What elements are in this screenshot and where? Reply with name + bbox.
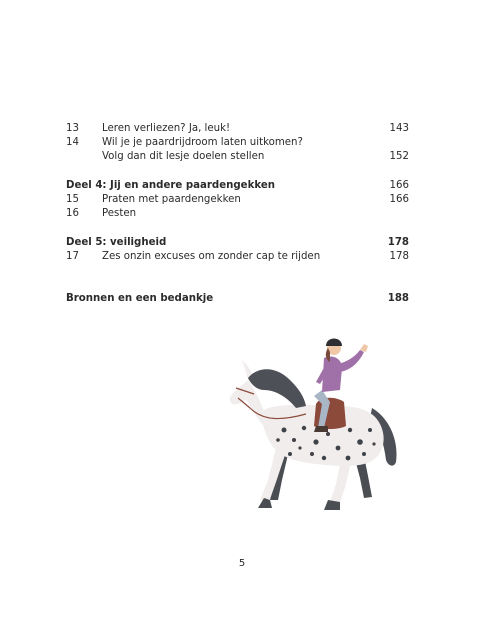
page-number: 166 <box>389 180 409 192</box>
table-of-contents <box>66 122 409 306</box>
chapter-title: Leren verliezen? Ja, leuk! <box>102 123 231 134</box>
toc-entry <box>66 122 409 136</box>
chapter-title: Volg dan dit lesje doelen stellen <box>102 151 265 163</box>
toc-entry <box>66 193 409 207</box>
chapter-number: 13 <box>66 123 79 134</box>
toc-part-heading <box>66 236 409 250</box>
page-number: 166 <box>389 194 409 206</box>
chapter-title: Wil je je paardrijdroom laten uitkomen? <box>102 137 303 149</box>
page-number: 188 <box>387 292 409 304</box>
horse-hoof <box>258 498 272 508</box>
chapter-number: 16 <box>66 208 79 220</box>
toc-entry <box>66 250 409 264</box>
toc-entry <box>66 150 409 164</box>
toc-part-heading <box>66 179 409 193</box>
chapter-number: 14 <box>66 137 79 149</box>
page-number: 143 <box>389 123 409 134</box>
part-title: Deel 4: Jij en andere paardengekken <box>66 180 276 192</box>
riding-cap <box>326 339 342 347</box>
page-footer: 5 <box>238 558 246 569</box>
chapter-title: Pesten <box>102 208 137 220</box>
toc-entry <box>66 207 409 221</box>
rider-arm <box>338 350 364 372</box>
page-number: 178 <box>387 237 409 249</box>
toc-entry <box>66 136 409 150</box>
chapter-number: 17 <box>66 251 79 263</box>
part-title: Deel 5: veiligheid <box>66 237 167 249</box>
toc-closing-heading <box>66 292 409 306</box>
page-number: 152 <box>389 151 409 163</box>
closing-title: Bronnen en een bedankje <box>66 292 214 304</box>
chapter-title: Praten met paardengekken <box>102 194 241 206</box>
horse-rider-illustration <box>224 330 404 528</box>
rider-boot <box>314 426 328 432</box>
page-number: 178 <box>389 251 409 263</box>
chapter-title: Zes onzin excuses om zonder cap te rijden <box>102 251 321 263</box>
chapter-number: 15 <box>66 194 79 206</box>
